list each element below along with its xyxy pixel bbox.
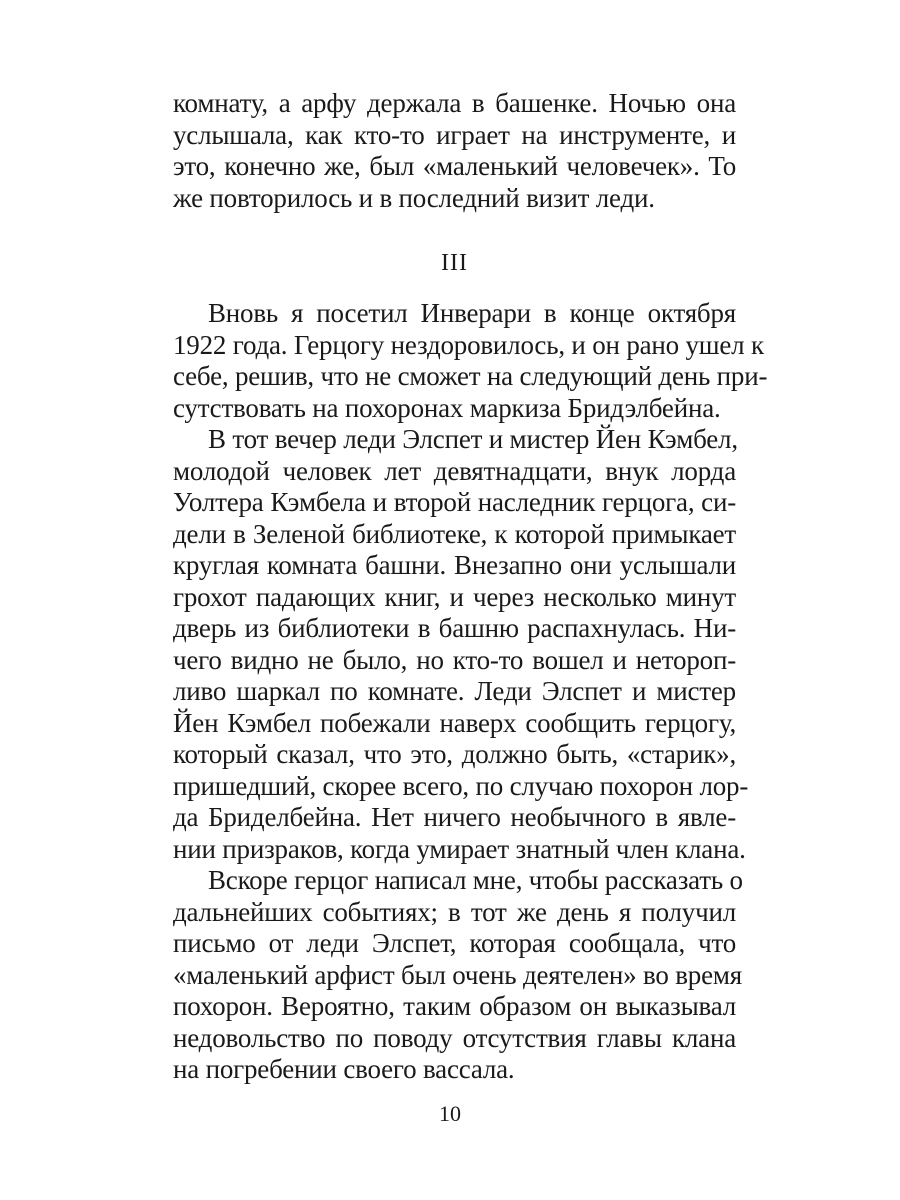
text-line: на погребении своего вассала.: [173, 1054, 515, 1084]
text-line: 1922 года. Герцогу нездоровилось, и он рано ушел к: [173, 329, 764, 360]
page-number: 10: [439, 1101, 461, 1126]
text-line: ливо шаркал по комнате. Леди Элспет и мистер: [173, 676, 736, 706]
text-line: грохот падающих книг, и через несколько минут: [173, 581, 736, 612]
text-line: себе, решив, что не сможет на следующий день при-: [173, 361, 768, 391]
text-line: Уолтера Кэмбела и второй наследник герцога, си-: [173, 487, 736, 517]
continuation-paragraph: [173, 88, 736, 214]
text-line: письмо от леди Элспет, которая сообщала, что: [173, 928, 736, 958]
text-line: молодой человек лет девятнадцати, внук лорда: [173, 455, 736, 486]
paragraph-2: [173, 424, 749, 865]
text-line: дели в Зеленой библиотеке, к которой примыкает: [173, 518, 736, 549]
text-line: похорон. Вероятно, таким образом он выказывал: [173, 991, 736, 1021]
text-line: дальнейших событиях; в тот же день я получил: [173, 896, 736, 927]
text-line: «маленький арфист был очень деятелен» во время: [173, 959, 742, 990]
text-line: да Бриделбейна. Нет ничего необычного в явле-: [173, 802, 736, 832]
text-line: нии призраков, когда умирает знатный член клана.: [173, 833, 746, 864]
text-line: дверь из библиотеки в башню распахнулась. Ни-: [173, 613, 736, 643]
text-line: услышала, как кто-то играет на инструменте, и: [173, 119, 736, 150]
text-line: круглая комната башни. Внезапно они услышали: [173, 550, 736, 580]
text-line: сутствовать на похоронах маркиза Бридэлбейна.: [173, 392, 721, 423]
section-heading: III: [441, 250, 468, 276]
text-line: пришедший, скорее всего, по случаю похорон лор-: [173, 770, 749, 801]
text-line: Йен Кэмбел побежали наверх сообщить герцогу,: [173, 707, 736, 738]
text-line: недовольство по поводу отсутствия главы клана: [173, 1022, 736, 1053]
paragraph-1: [173, 298, 768, 424]
text-line: который сказал, что это, должно быть, «старик»,: [173, 739, 736, 769]
text-line: Вновь я посетил Инверари в конце октября: [208, 298, 736, 328]
text-line: чего видно не было, но кто-то вошел и нетороп-: [173, 644, 736, 675]
text-line: это, конечно же, был «маленький человечек». То: [173, 151, 736, 181]
book-page: [173, 88, 768, 1086]
text-line: В тот вечер леди Элспет и мистер Йен Кэмбел,: [208, 424, 738, 454]
text-line: комнату, а арфу держала в башенке. Ночью она: [173, 88, 736, 118]
text-line: Вскоре герцог написал мне, чтобы рассказать о: [208, 865, 743, 895]
text-line: же повторилось и в последний визит леди.: [173, 182, 655, 213]
paragraph-3: [173, 865, 743, 1086]
